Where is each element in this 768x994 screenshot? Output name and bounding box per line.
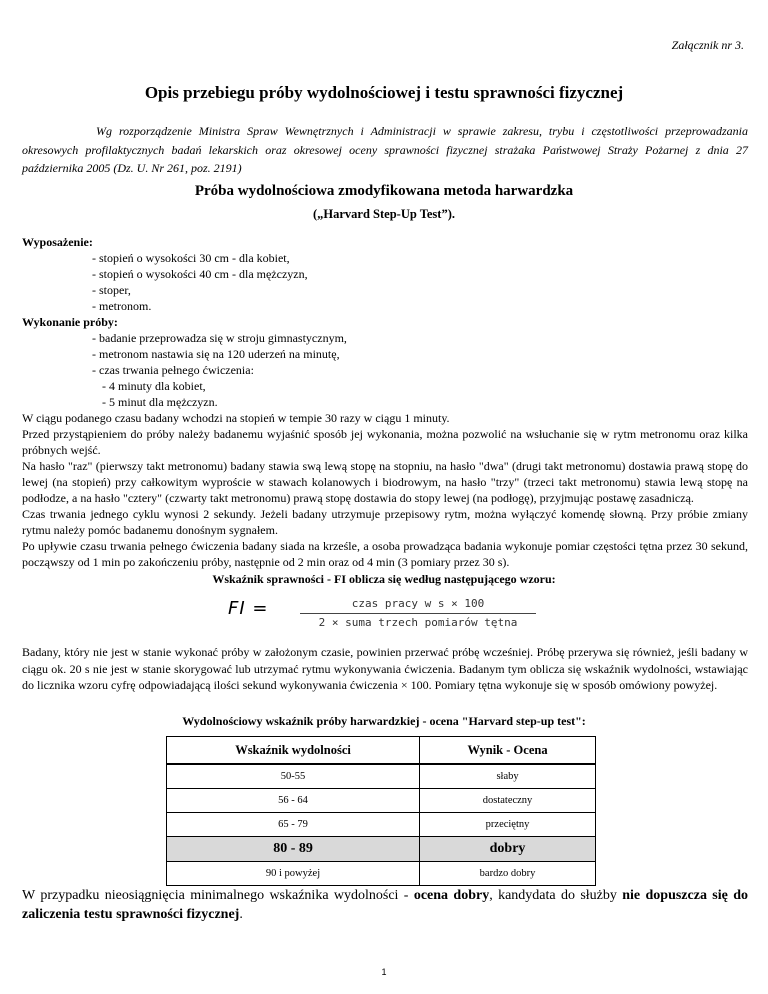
table-cell: 90 i powyżej (167, 862, 420, 886)
table-cell: 50-55 (167, 764, 420, 789)
section-subtitle: („Harvard Step-Up Test”). (312, 207, 456, 221)
conclusion-paragraph (22, 886, 748, 924)
procedure-paragraph: Czas trwania jednego cyklu wynosi 2 sekundy. Jeżeli badany utrzymuje przepisowy rytm, można wyłączyć komendę słowną. Przy próbie zmiany rytmu należy pomóc badanemu donośnym sygnałem. (22, 507, 748, 537)
early-stop-paragraph: Badany, który nie jest w stanie wykonać próby w założonym czasie, powinien przerwać próbę wcześniej. Próbę przerywa się również, jeśli badany w ciągu ok. 20 s nie jest w stanie skorygować lub utrzymać rytmu wykonywania ćwiczenia. Badanym tym oblicza się wskaźnik wydolności, wstawiając do licznika wzoru cyfrę odpowiadającą ilości sekund wykonywania ćwiczenia × 100. Pomiary tętna wykonuje się w sposób omówiony powyżej. (22, 645, 748, 692)
procedure-item: - czas trwania pełnego ćwiczenia: (92, 363, 254, 377)
formula-denominator: 2 × suma trzech pomiarów tętna (318, 616, 518, 629)
procedure-subitem: - 5 minut dla mężczyzn. (102, 395, 218, 409)
table-cell: dobry (420, 837, 596, 862)
table-cell: 80 - 89 (167, 837, 420, 862)
table-cell: słaby (420, 764, 596, 789)
column-header: Wskaźnik wydolności (167, 737, 420, 765)
table-row (167, 813, 596, 837)
formula-caption: Wskaźnik sprawności - FI oblicza się według następującego wzoru: (212, 572, 556, 586)
procedure-item: - metronom nastawia się na 120 uderzeń na minutę, (92, 347, 340, 361)
annex-label: Załącznik nr 3. (671, 38, 744, 52)
formula-lhs: FI = (228, 598, 269, 619)
equipment-heading: Wyposażenie: (22, 235, 93, 249)
table-cell: 65 - 79 (167, 813, 420, 837)
conclusion-text: W przypadku nieosiągnięcia minimalnego wskaźnika wydolności - (22, 888, 414, 903)
procedure-paragraph: Przed przystąpieniem do próby należy badanemu wyjaśnić sposób jej wykonania, można pozwolić na wsłuchanie się w rytm metronomu oraz kilka próbnych wejść. (22, 427, 748, 457)
procedure-paragraph: Na hasło "raz" (pierwszy takt metronomu) badany stawia swą lewą stopę na stopniu, na hasło "dwa" (drugi takt metronomu) dostawia prawą stopę do lewej (na stopień) przy całkowitym wyproście w stawach kolanowych i biodrowym, na hasło "trzy" (trzeci takt metronomu) stawia lewą stopę na podłodze, a na hasło "cztery" (czwarty takt metronomu) prawą stopę dostawia do stopy lewej (na podłogę), przyjmując postawę zasadniczą. (22, 459, 748, 505)
score-table (166, 736, 596, 886)
table-row (167, 764, 596, 789)
equipment-item: - stopień o wysokości 30 cm - dla kobiet, (92, 251, 290, 265)
conclusion-emphasis: nie dopuszcza się do zaliczenia testu sprawności fizycznej (22, 888, 749, 922)
conclusion-text: . (239, 907, 243, 922)
equipment-item: - stopień o wysokości 40 cm - dla mężczyzn, (92, 267, 308, 281)
table-row (167, 789, 596, 813)
page-number: 1 (381, 967, 387, 977)
table-caption: Wydolnościowy wskaźnik próby harwardzkiej - ocena "Harvard step-up test": (182, 714, 586, 728)
equipment-item: - metronom. (92, 299, 152, 313)
formula-numerator: czas pracy w s × 100 (351, 597, 485, 610)
table-header-row (167, 737, 596, 765)
procedure-paragraph: W ciągu podanego czasu badany wchodzi na stopień w tempie 30 razy w ciągu 1 minuty. (22, 411, 450, 425)
conclusion-emphasis: ocena dobry (413, 888, 490, 903)
procedure-body (22, 234, 748, 570)
conclusion-text: , kandydata do służby (489, 888, 623, 903)
table-cell: 56 - 64 (167, 789, 420, 813)
procedure-subitem: - 4 minuty dla kobiet, (102, 379, 206, 393)
page-title: Opis przebiegu próby wydolnościowej i testu sprawności fizycznej (144, 83, 624, 102)
fraction-bar (300, 613, 536, 614)
procedure-heading: Wykonanie próby: (22, 315, 118, 329)
legal-basis-intro: Wg rozporządzenie Ministra Spraw Wewnętrznych i Administracji w sprawie zakresu, trybu i częstotliwości przeprowadzania okresowych profilaktycznych badań lekarskich oraz okresowej oceny sprawności fizycznej strażaka Państwowej Straży Pożarnej z dnia 27 października 2005 (Dz. U. Nr 261, poz. 2191) (22, 124, 748, 175)
section-title: Próba wydolnościowa zmodyfikowana metoda harwardzka (194, 183, 574, 199)
procedure-paragraph: Po upływie czasu trwania pełnego ćwiczenia badany siada na krześle, a osoba prowadząca badania wykonuje pomiar częstości tętna przez 30 sekund, począwszy od 1 min po zakończeniu próby, następnie od 2 min oraz od 4 min (3 pomiary przez 30 s). (22, 539, 748, 569)
procedure-item: - badanie przeprowadza się w stroju gimnastycznym, (92, 331, 347, 345)
table-row-highlighted (167, 837, 596, 862)
formula-fraction (300, 596, 536, 631)
table-cell: dostateczny (420, 789, 596, 813)
table-cell: przeciętny (420, 813, 596, 837)
table-cell: bardzo dobry (420, 862, 596, 886)
equipment-item: - stoper, (92, 283, 131, 297)
fi-formula (228, 594, 558, 638)
column-header: Wynik - Ocena (420, 737, 596, 765)
table-row (167, 862, 596, 886)
